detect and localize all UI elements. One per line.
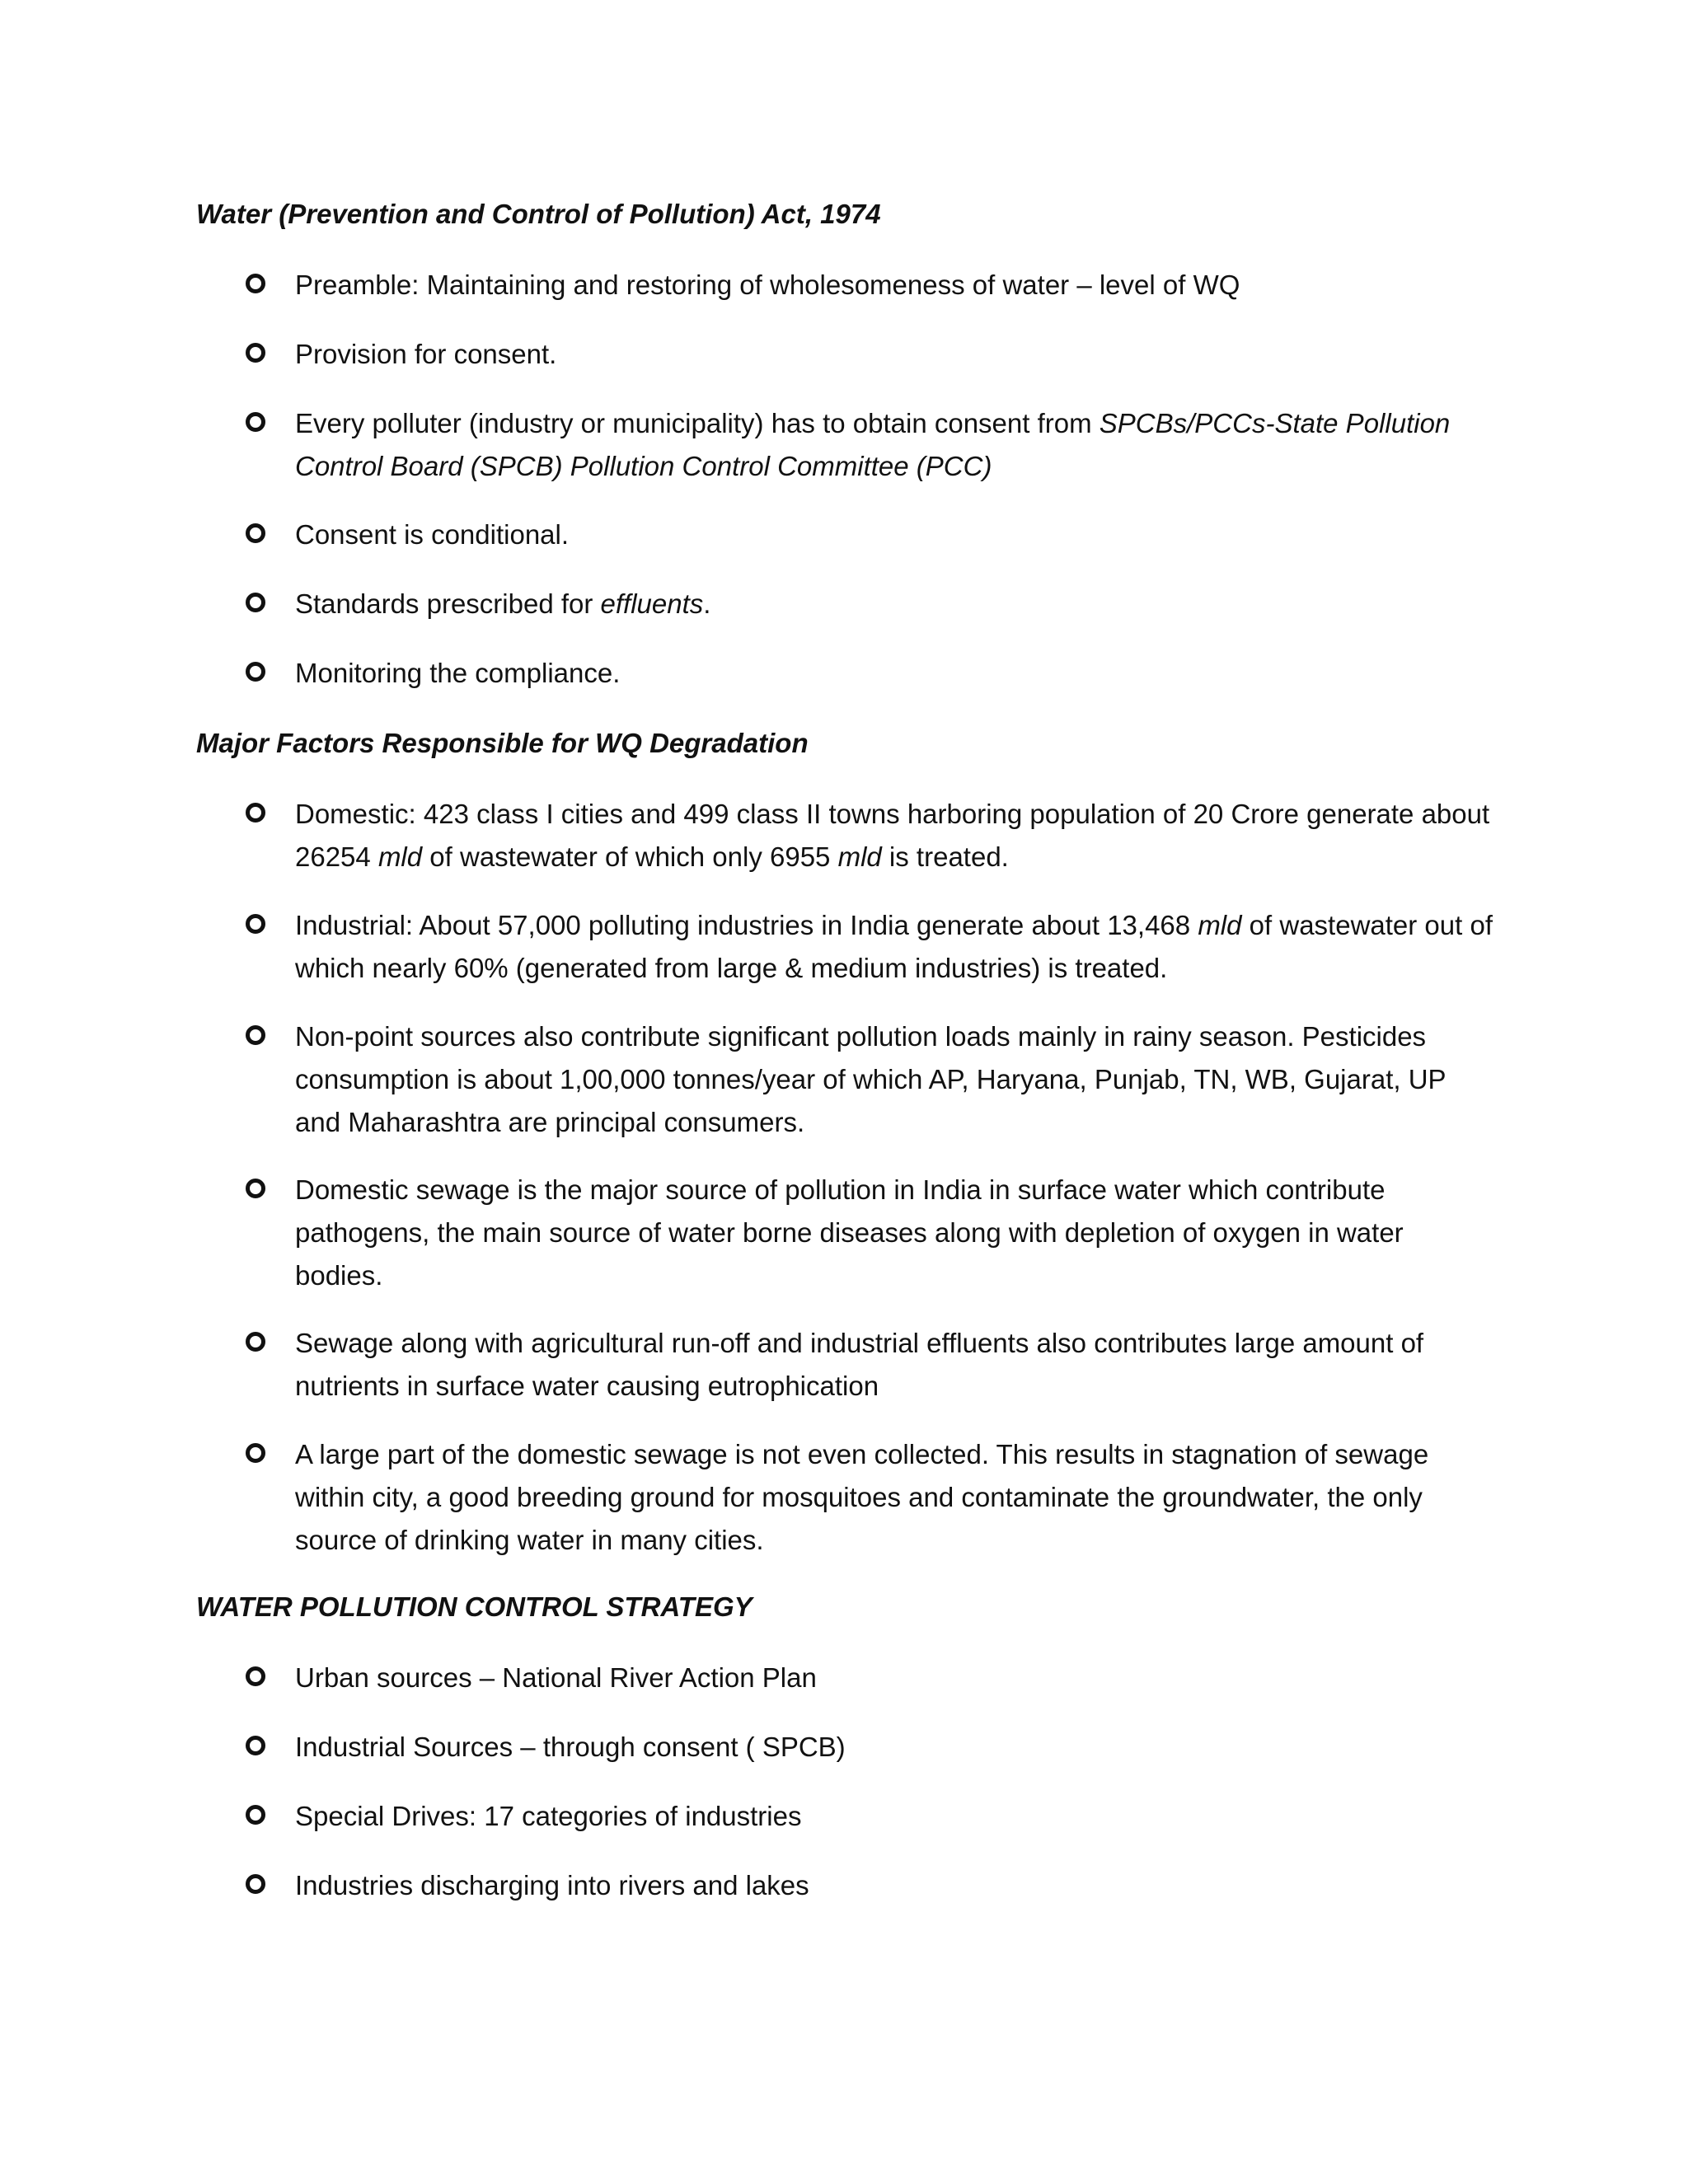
list-item-text — [295, 513, 1498, 556]
circle-bullet-icon — [246, 1025, 265, 1045]
text-run: A large part of the domestic sewage is not even collected. This results in stagnation of sewage within city, a good breeding ground for mosquitoes and contaminate the groundwater, the only source of drinking water in many cities. — [295, 1439, 1429, 1555]
italic-text-run: SPCBs/PCCs-State Pollution Control Board (SPCB) Pollution Control Committee (PCC) — [295, 408, 1451, 481]
text-run: is treated. — [881, 841, 1009, 872]
text-run: Preamble: Maintaining and restoring of wholesomeness of water – level of WQ — [295, 269, 1240, 300]
circle-bullet-icon — [246, 1332, 265, 1352]
text-run: Industries discharging into rivers and lakes — [295, 1870, 809, 1900]
italic-text-run: mld — [1198, 910, 1242, 940]
list-item-text — [295, 333, 1498, 376]
circle-bullet-icon — [246, 274, 265, 293]
list-item-text — [295, 1015, 1498, 1144]
section-heading-water-act: Water (Prevention and Control of Pollution) Act, 1974 — [196, 199, 881, 229]
text-run: Sewage along with agricultural run-off and industrial effluents also contributes large amount of nutrients in surface water causing eutrophication — [295, 1328, 1424, 1401]
circle-bullet-icon — [246, 343, 265, 363]
italic-text-run: mld — [377, 841, 423, 872]
circle-bullet-icon — [246, 593, 265, 612]
text-run: . — [703, 588, 711, 619]
italic-text-run: effluents — [600, 588, 704, 619]
text-run: Monitoring the compliance. — [295, 658, 621, 688]
circle-bullet-icon — [246, 914, 265, 934]
list-item-text — [295, 1657, 1498, 1699]
circle-bullet-icon — [246, 412, 265, 432]
list-item-text — [295, 904, 1498, 990]
section-heading-major-factors: Major Factors Responsible for WQ Degradation — [196, 728, 809, 758]
text-run: Domestic: 423 class I cities and 499 class II towns harboring population of 20 Crore generate about 26254 — [295, 799, 1490, 872]
circle-bullet-icon — [246, 803, 265, 823]
circle-bullet-icon — [246, 1666, 265, 1686]
circle-bullet-icon — [246, 662, 265, 682]
list-item-text — [295, 264, 1498, 307]
text-run: Standards prescribed for — [295, 588, 601, 619]
text-run: Consent is conditional. — [295, 519, 570, 550]
italic-text-run: mld — [837, 841, 882, 872]
list-item-text — [295, 793, 1498, 879]
circle-bullet-icon — [246, 1179, 265, 1198]
list-item-text — [295, 583, 1498, 626]
text-run: Urban sources – National River Action Plan — [295, 1662, 817, 1693]
list-item-text — [295, 1322, 1498, 1408]
circle-bullet-icon — [246, 1736, 265, 1755]
circle-bullet-icon — [246, 1443, 265, 1463]
text-run: Non-point sources also contribute significant pollution loads mainly in rainy season. Pesticides consumption is about 1,00,000 tonnes/year of which AP, Haryana, Punjab, TN, WB, Gujarat, UP and Maharashtra are principal consumers. — [295, 1021, 1446, 1137]
text-run: Industrial Sources – through consent ( SPCB) — [295, 1732, 846, 1762]
circle-bullet-icon — [246, 1874, 265, 1894]
circle-bullet-icon — [246, 1805, 265, 1825]
section-heading-control-strategy: WATER POLLUTION CONTROL STRATEGY — [196, 1591, 753, 1622]
list-item-text — [295, 1795, 1498, 1838]
list-item-text — [295, 1433, 1498, 1562]
list-item-text — [295, 402, 1498, 488]
circle-bullet-icon — [246, 523, 265, 543]
list-item-text — [295, 1864, 1498, 1907]
text-run: Industrial: About 57,000 polluting industries in India generate about 13,468 — [295, 910, 1198, 940]
text-run: Domestic sewage is the major source of pollution in India in surface water which contribute pathogens, the main source of water borne diseases along with depletion of oxygen in water bodies. — [295, 1174, 1404, 1291]
text-run: Special Drives: 17 categories of industries — [295, 1801, 802, 1831]
text-run: of wastewater out of which nearly 60% (generated from large & medium industries) is treated. — [295, 910, 1493, 983]
text-run: Provision for consent. — [295, 339, 557, 369]
list-item-text — [295, 652, 1498, 695]
text-run: Every polluter (industry or municipality) has to obtain consent from — [295, 408, 1100, 438]
text-run: of wastewater of which only 6955 — [422, 841, 838, 872]
list-item-text — [295, 1169, 1498, 1297]
list-item-text — [295, 1726, 1498, 1769]
